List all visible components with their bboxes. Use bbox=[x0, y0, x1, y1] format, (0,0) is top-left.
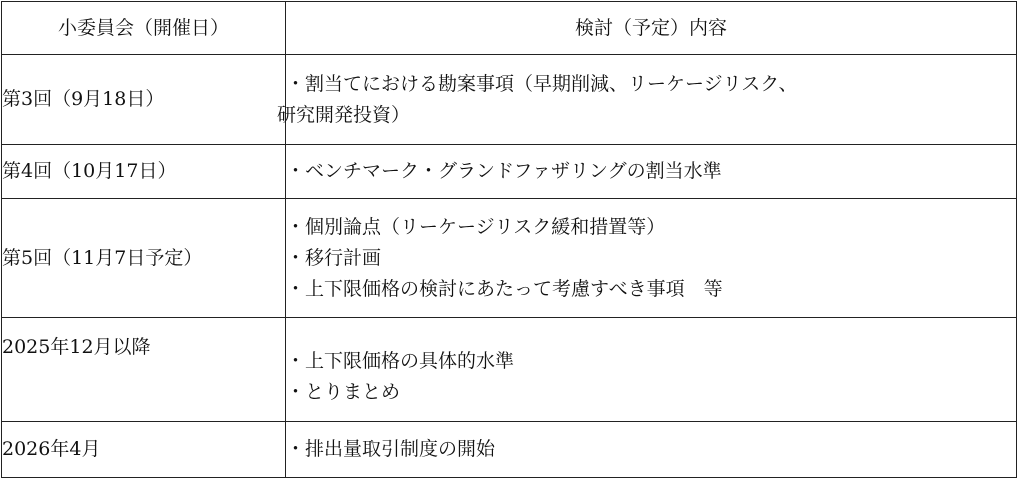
content-item: ・上下限価格の検討にあたって考慮すべき事項 等 bbox=[286, 277, 723, 300]
row-date: 第3回（9月18日） bbox=[2, 55, 286, 145]
row-date: 第4回（10月17日） bbox=[2, 145, 286, 199]
content-item: ・排出量取引制度の開始 bbox=[286, 438, 496, 460]
table-row bbox=[2, 199, 1017, 318]
content-item: ・移行計画 bbox=[286, 246, 382, 269]
table-header-row bbox=[2, 2, 1017, 55]
row-date: 2026年4月 bbox=[2, 422, 286, 478]
schedule-table bbox=[1, 1, 1017, 478]
row-content bbox=[286, 199, 1017, 318]
row-content bbox=[277, 55, 1017, 145]
row-content bbox=[286, 422, 1017, 478]
content-item: ・個別論点（リーケージリスク緩和措置等） bbox=[286, 215, 666, 238]
content-item: ・割当てにおける勘案事項（早期削減、リーケージリスク、 bbox=[286, 72, 798, 95]
content-item: ・ベンチマーク・グランドファザリングの割当水準 bbox=[286, 160, 722, 182]
content-item-continuation: 研究開発投資） bbox=[277, 103, 411, 126]
content-item: ・とりまとめ bbox=[286, 380, 401, 403]
table-row bbox=[2, 145, 1017, 199]
table-row bbox=[2, 55, 1017, 145]
header-content: 検討（予定）内容 bbox=[286, 2, 1017, 55]
table-row bbox=[2, 422, 1017, 478]
header-meeting-date: 小委員会（開催日） bbox=[2, 2, 286, 55]
content-item: ・上下限価格の具体的水準 bbox=[286, 349, 515, 372]
row-content bbox=[286, 318, 1017, 422]
row-content bbox=[286, 145, 1017, 199]
row-date: 第5回（11月7日予定） bbox=[2, 199, 286, 318]
table-row bbox=[2, 318, 1017, 422]
row-date: 2025年12月以降 bbox=[2, 318, 286, 422]
